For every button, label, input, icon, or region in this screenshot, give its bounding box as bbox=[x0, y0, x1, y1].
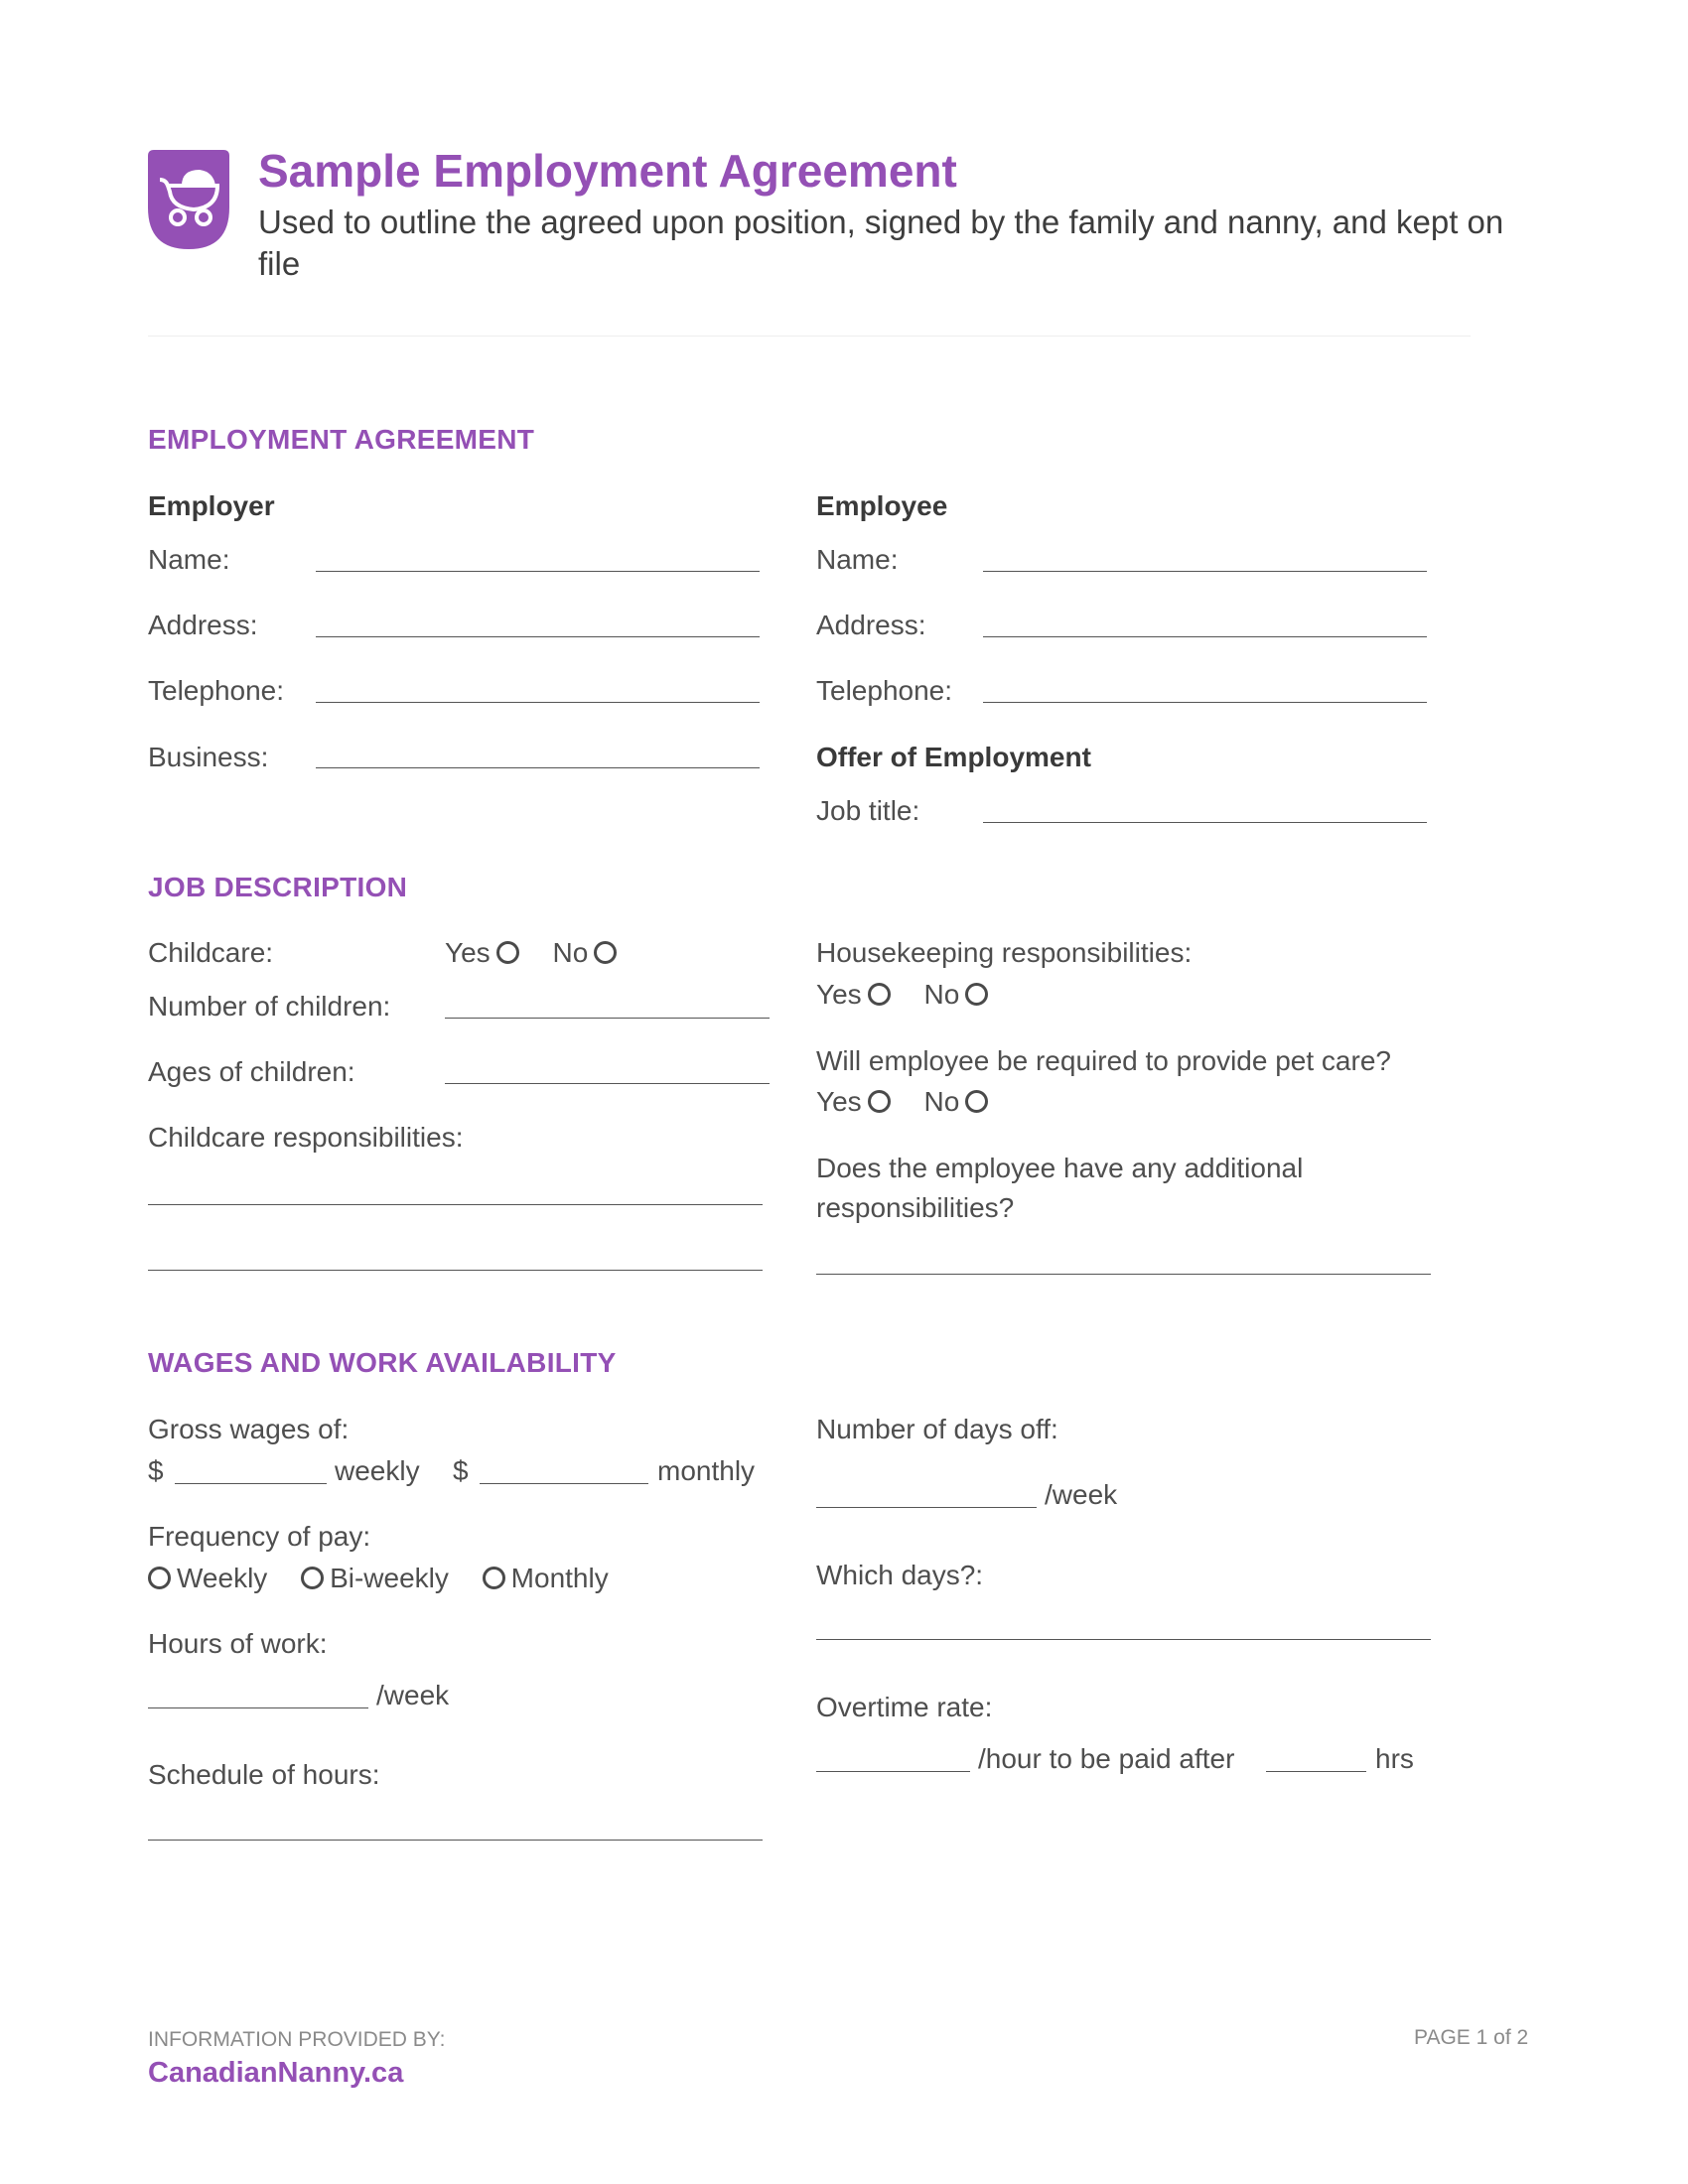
housekeeping-no-option[interactable] bbox=[923, 979, 994, 1011]
childcare-no-label: No bbox=[552, 937, 589, 968]
weekly-label: weekly bbox=[335, 1455, 420, 1486]
footer-provided-by: INFORMATION PROVIDED BY: bbox=[148, 2028, 446, 2051]
days-off-field[interactable] bbox=[816, 1507, 1037, 1508]
section-job-description: JOB DESCRIPTION bbox=[148, 872, 408, 902]
job-title-field[interactable] bbox=[983, 822, 1427, 823]
hours-per-week-label: /week bbox=[376, 1680, 450, 1710]
pet-care-no-label: No bbox=[923, 1086, 960, 1117]
offer-heading: Offer of Employment bbox=[816, 742, 1091, 772]
childcare-no-radio[interactable] bbox=[594, 941, 617, 964]
num-children-label: Number of children: bbox=[148, 991, 391, 1022]
employee-address-label: Address: bbox=[816, 610, 926, 640]
frequency-options bbox=[148, 1563, 609, 1594]
childcare-options bbox=[445, 937, 623, 969]
logo bbox=[148, 150, 229, 249]
freq-monthly-label: Monthly bbox=[510, 1563, 609, 1593]
weekly-dollar-sign: $ bbox=[148, 1455, 164, 1486]
childcare-resp-field-1[interactable] bbox=[148, 1204, 763, 1205]
overtime-after-field[interactable] bbox=[1266, 1771, 1366, 1772]
employer-business-field[interactable] bbox=[316, 767, 760, 768]
freq-weekly-option[interactable] bbox=[148, 1563, 267, 1594]
employee-telephone-field[interactable] bbox=[983, 702, 1427, 703]
housekeeping-options bbox=[816, 979, 994, 1011]
pet-care-label: Will employee be required to provide pet care? bbox=[816, 1045, 1391, 1076]
header-divider bbox=[148, 336, 1471, 337]
childcare-label: Childcare: bbox=[148, 937, 274, 968]
pet-care-no-option[interactable] bbox=[923, 1086, 994, 1118]
childcare-yes-option[interactable] bbox=[445, 937, 525, 969]
housekeeping-no-label: No bbox=[923, 979, 960, 1010]
pet-care-yes-radio[interactable] bbox=[868, 1090, 891, 1113]
additional-resp-label: Does the employee have any additional responsibilities? bbox=[816, 1153, 1304, 1223]
childcare-yes-label: Yes bbox=[445, 937, 491, 968]
employer-heading: Employer bbox=[148, 490, 275, 521]
ages-children-field[interactable] bbox=[445, 1083, 770, 1084]
childcare-no-option[interactable] bbox=[552, 937, 623, 969]
monthly-dollar-sign: $ bbox=[453, 1455, 469, 1486]
employer-address-field[interactable] bbox=[316, 636, 760, 637]
gross-wages-label: Gross wages of: bbox=[148, 1414, 350, 1444]
schedule-label: Schedule of hours: bbox=[148, 1759, 380, 1790]
childcare-resp-label: Childcare responsibilities: bbox=[148, 1122, 464, 1153]
which-days-label: Which days?: bbox=[816, 1560, 984, 1590]
employee-telephone-label: Telephone: bbox=[816, 675, 953, 706]
weekly-wage-field[interactable] bbox=[175, 1483, 327, 1484]
num-children-field[interactable] bbox=[445, 1018, 770, 1019]
freq-monthly-radio[interactable] bbox=[483, 1567, 505, 1589]
hours-field[interactable] bbox=[148, 1707, 368, 1708]
childcare-resp-field-2[interactable] bbox=[148, 1270, 763, 1271]
pet-care-options bbox=[816, 1086, 994, 1118]
housekeeping-yes-radio[interactable] bbox=[868, 983, 891, 1006]
pet-care-yes-label: Yes bbox=[816, 1086, 862, 1117]
housekeeping-label: Housekeeping responsibilities: bbox=[816, 937, 1193, 968]
employee-name-label: Name: bbox=[816, 544, 899, 575]
monthly-wage-field[interactable] bbox=[480, 1483, 648, 1484]
hours-label: Hours of work: bbox=[148, 1628, 328, 1659]
employer-telephone-field[interactable] bbox=[316, 702, 760, 703]
which-days-field[interactable] bbox=[816, 1639, 1431, 1640]
freq-biweekly-radio[interactable] bbox=[301, 1567, 324, 1589]
employee-name-field[interactable] bbox=[983, 571, 1427, 572]
freq-biweekly-label: Bi-weekly bbox=[330, 1563, 449, 1593]
job-title-label: Job title: bbox=[816, 795, 920, 826]
freq-monthly-option[interactable] bbox=[483, 1563, 609, 1594]
monthly-label: monthly bbox=[657, 1455, 756, 1486]
additional-resp-field[interactable] bbox=[816, 1274, 1431, 1275]
employer-address-label: Address: bbox=[148, 610, 258, 640]
freq-biweekly-option[interactable] bbox=[301, 1563, 449, 1594]
employer-name-label: Name: bbox=[148, 544, 230, 575]
days-off-label: Number of days off: bbox=[816, 1414, 1058, 1444]
overtime-per-hour-label: /hour to be paid after bbox=[978, 1743, 1235, 1774]
section-wages: WAGES AND WORK AVAILABILITY bbox=[148, 1347, 617, 1378]
footer-brand: CanadianNanny.ca bbox=[148, 2057, 404, 2089]
frequency-label: Frequency of pay: bbox=[148, 1521, 371, 1552]
overtime-hrs-label: hrs bbox=[1375, 1743, 1414, 1774]
employer-business-label: Business: bbox=[148, 742, 269, 772]
page-subtitle: Used to outline the agreed upon position, signed by the family and nanny, and kept on file bbox=[258, 204, 1504, 282]
employee-heading: Employee bbox=[816, 490, 948, 521]
baby-carriage-icon bbox=[148, 150, 229, 249]
pet-care-yes-option[interactable] bbox=[816, 1086, 897, 1118]
schedule-field[interactable] bbox=[148, 1840, 763, 1841]
housekeeping-yes-label: Yes bbox=[816, 979, 862, 1010]
employee-address-field[interactable] bbox=[983, 636, 1427, 637]
freq-weekly-label: Weekly bbox=[177, 1563, 268, 1593]
freq-weekly-radio[interactable] bbox=[148, 1567, 171, 1589]
section-employment-agreement: EMPLOYMENT AGREEMENT bbox=[148, 424, 535, 455]
childcare-yes-radio[interactable] bbox=[496, 941, 519, 964]
employer-name-field[interactable] bbox=[316, 571, 760, 572]
housekeeping-no-radio[interactable] bbox=[965, 983, 988, 1006]
page-number: PAGE 1 of 2 bbox=[1414, 2026, 1529, 2049]
employer-telephone-label: Telephone: bbox=[148, 675, 285, 706]
page-title: Sample Employment Agreement bbox=[258, 145, 957, 197]
overtime-rate-field[interactable] bbox=[816, 1771, 970, 1772]
days-off-per-week-label: /week bbox=[1045, 1479, 1118, 1510]
overtime-label: Overtime rate: bbox=[816, 1692, 993, 1722]
pet-care-no-radio[interactable] bbox=[965, 1090, 988, 1113]
ages-children-label: Ages of children: bbox=[148, 1056, 355, 1087]
housekeeping-yes-option[interactable] bbox=[816, 979, 897, 1011]
